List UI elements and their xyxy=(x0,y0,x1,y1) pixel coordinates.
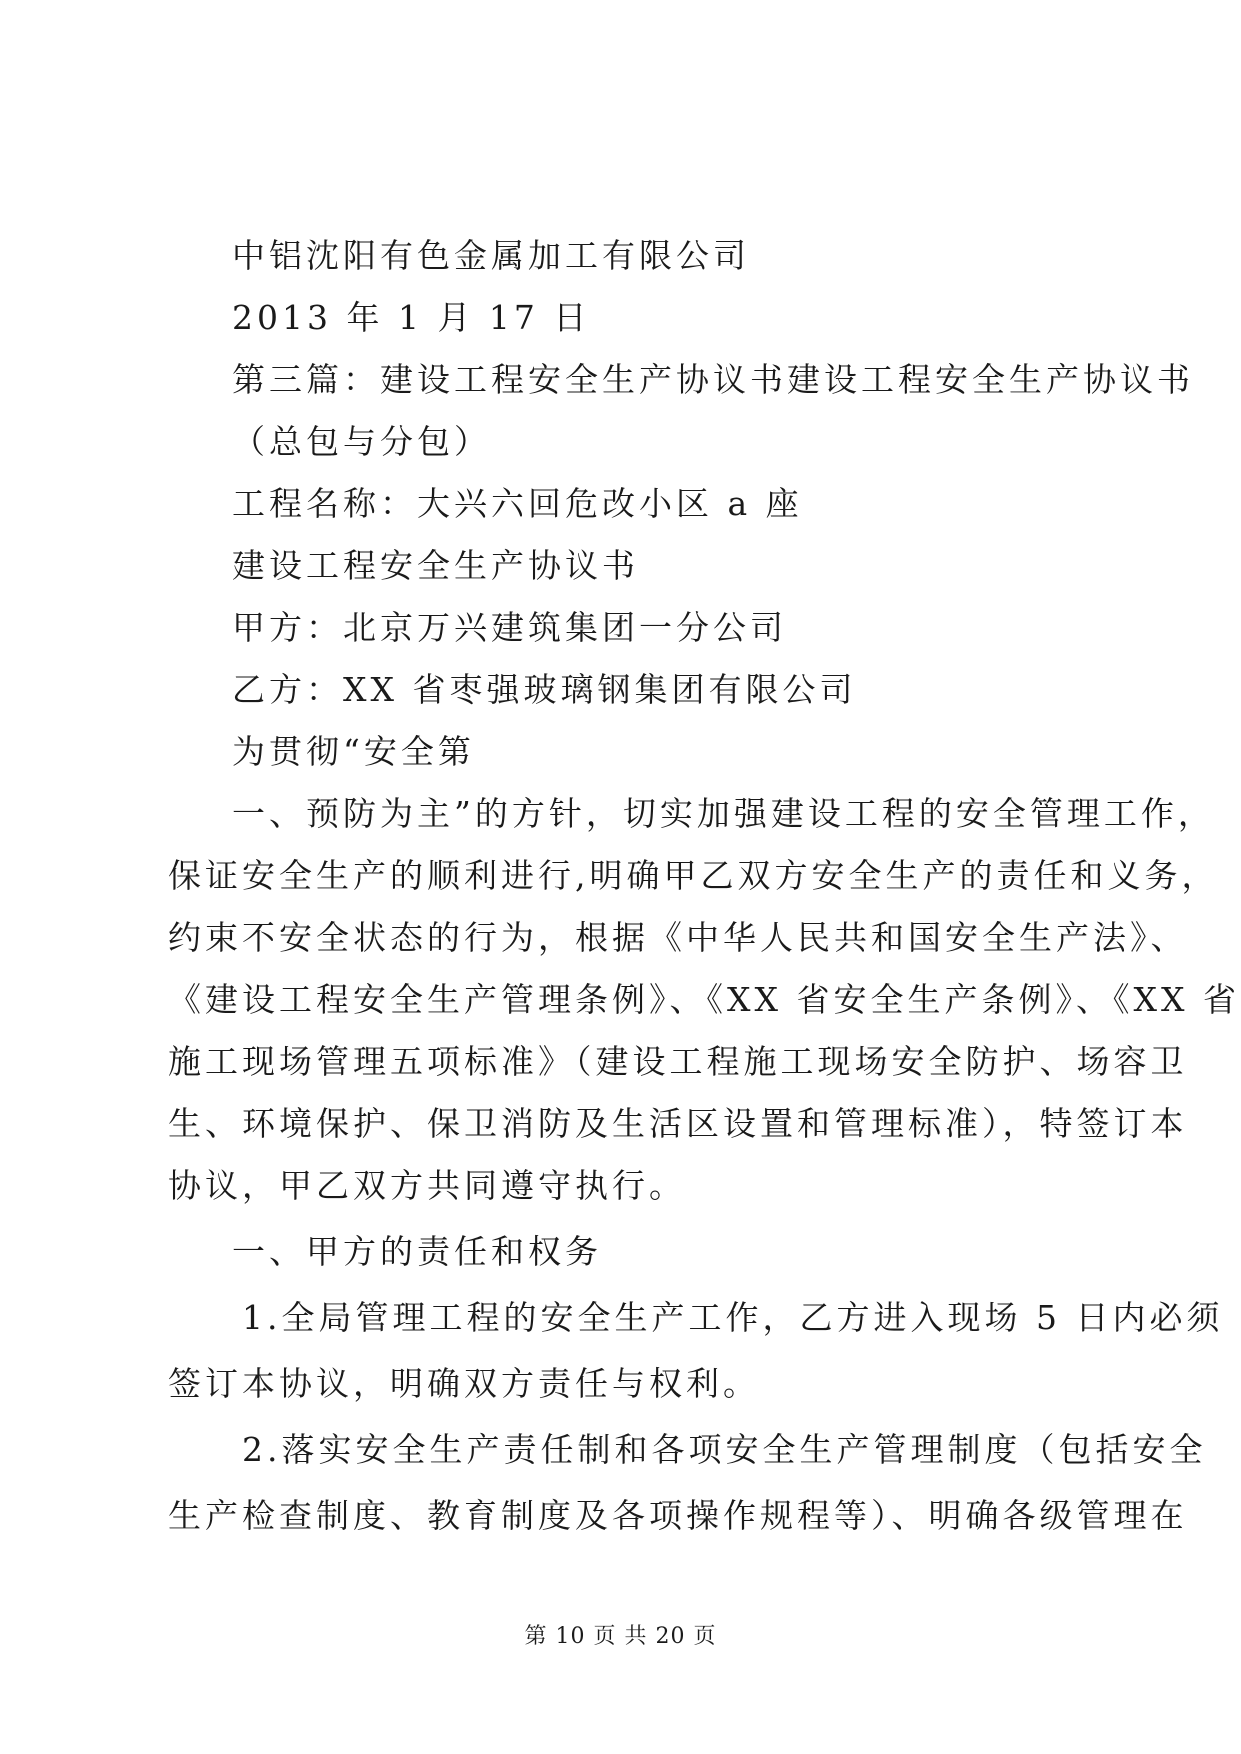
paragraph-line: 施工现场管理五项标准》（建设工程施工现场安全防护、场容卫 xyxy=(168,1042,1188,1081)
project-name-line: 工程名称：大兴六回危改小区 a 座 xyxy=(232,484,803,523)
company-name-line: 中铝沈阳有色金属加工有限公司 xyxy=(232,236,750,275)
paragraph-line: 《建设工程安全生产管理条例》、《XX 省安全生产条例》、《XX 省 xyxy=(168,980,1240,1019)
date-line: 2013 年 1 月 17 日 xyxy=(232,298,591,337)
list-item-line: 2.落实安全生产责任制和各项安全生产管理制度（包括安全 xyxy=(242,1430,1207,1469)
page-number-footer: 第 10 页 共 20 页 xyxy=(524,1624,717,1649)
party-b-line: 乙方：XX 省枣强玻璃钢集团有限公司 xyxy=(232,670,857,709)
list-item-line: 生产检查制度、教育制度及各项操作规程等）、明确各级管理在 xyxy=(168,1496,1188,1535)
list-item-line: 1.全局管理工程的安全生产工作，乙方进入现场 5 日内必须 xyxy=(242,1298,1224,1337)
paragraph-line: 一、预防为主”的方针，切实加强建设工程的安全管理工作， xyxy=(232,794,1215,833)
chapter-subtitle-line: （总包与分包） xyxy=(232,422,491,461)
party-a-line: 甲方：北京万兴建筑集团一分公司 xyxy=(232,608,787,647)
list-item-line: 签订本协议，明确双方责任与权利。 xyxy=(168,1364,760,1403)
section-heading-line: 一、甲方的责任和权务 xyxy=(232,1232,602,1271)
paragraph-line: 协议，甲乙双方共同遵守执行。 xyxy=(168,1166,686,1205)
paragraph-line: 保证安全生产的顺利进行,明确甲乙双方安全生产的责任和义务， xyxy=(168,856,1219,895)
agreement-title-line: 建设工程安全生产协议书 xyxy=(232,546,639,585)
paragraph-line: 为贯彻“安全第 xyxy=(232,732,475,771)
paragraph-line: 生、环境保护、保卫消防及生活区设置和管理标准），特签订本 xyxy=(168,1104,1188,1143)
chapter-title-line: 第三篇：建设工程安全生产协议书建设工程安全生产协议书 xyxy=(232,360,1194,399)
paragraph-line: 约束不安全状态的行为，根据《中华人民共和国安全生产法》、 xyxy=(168,918,1188,957)
